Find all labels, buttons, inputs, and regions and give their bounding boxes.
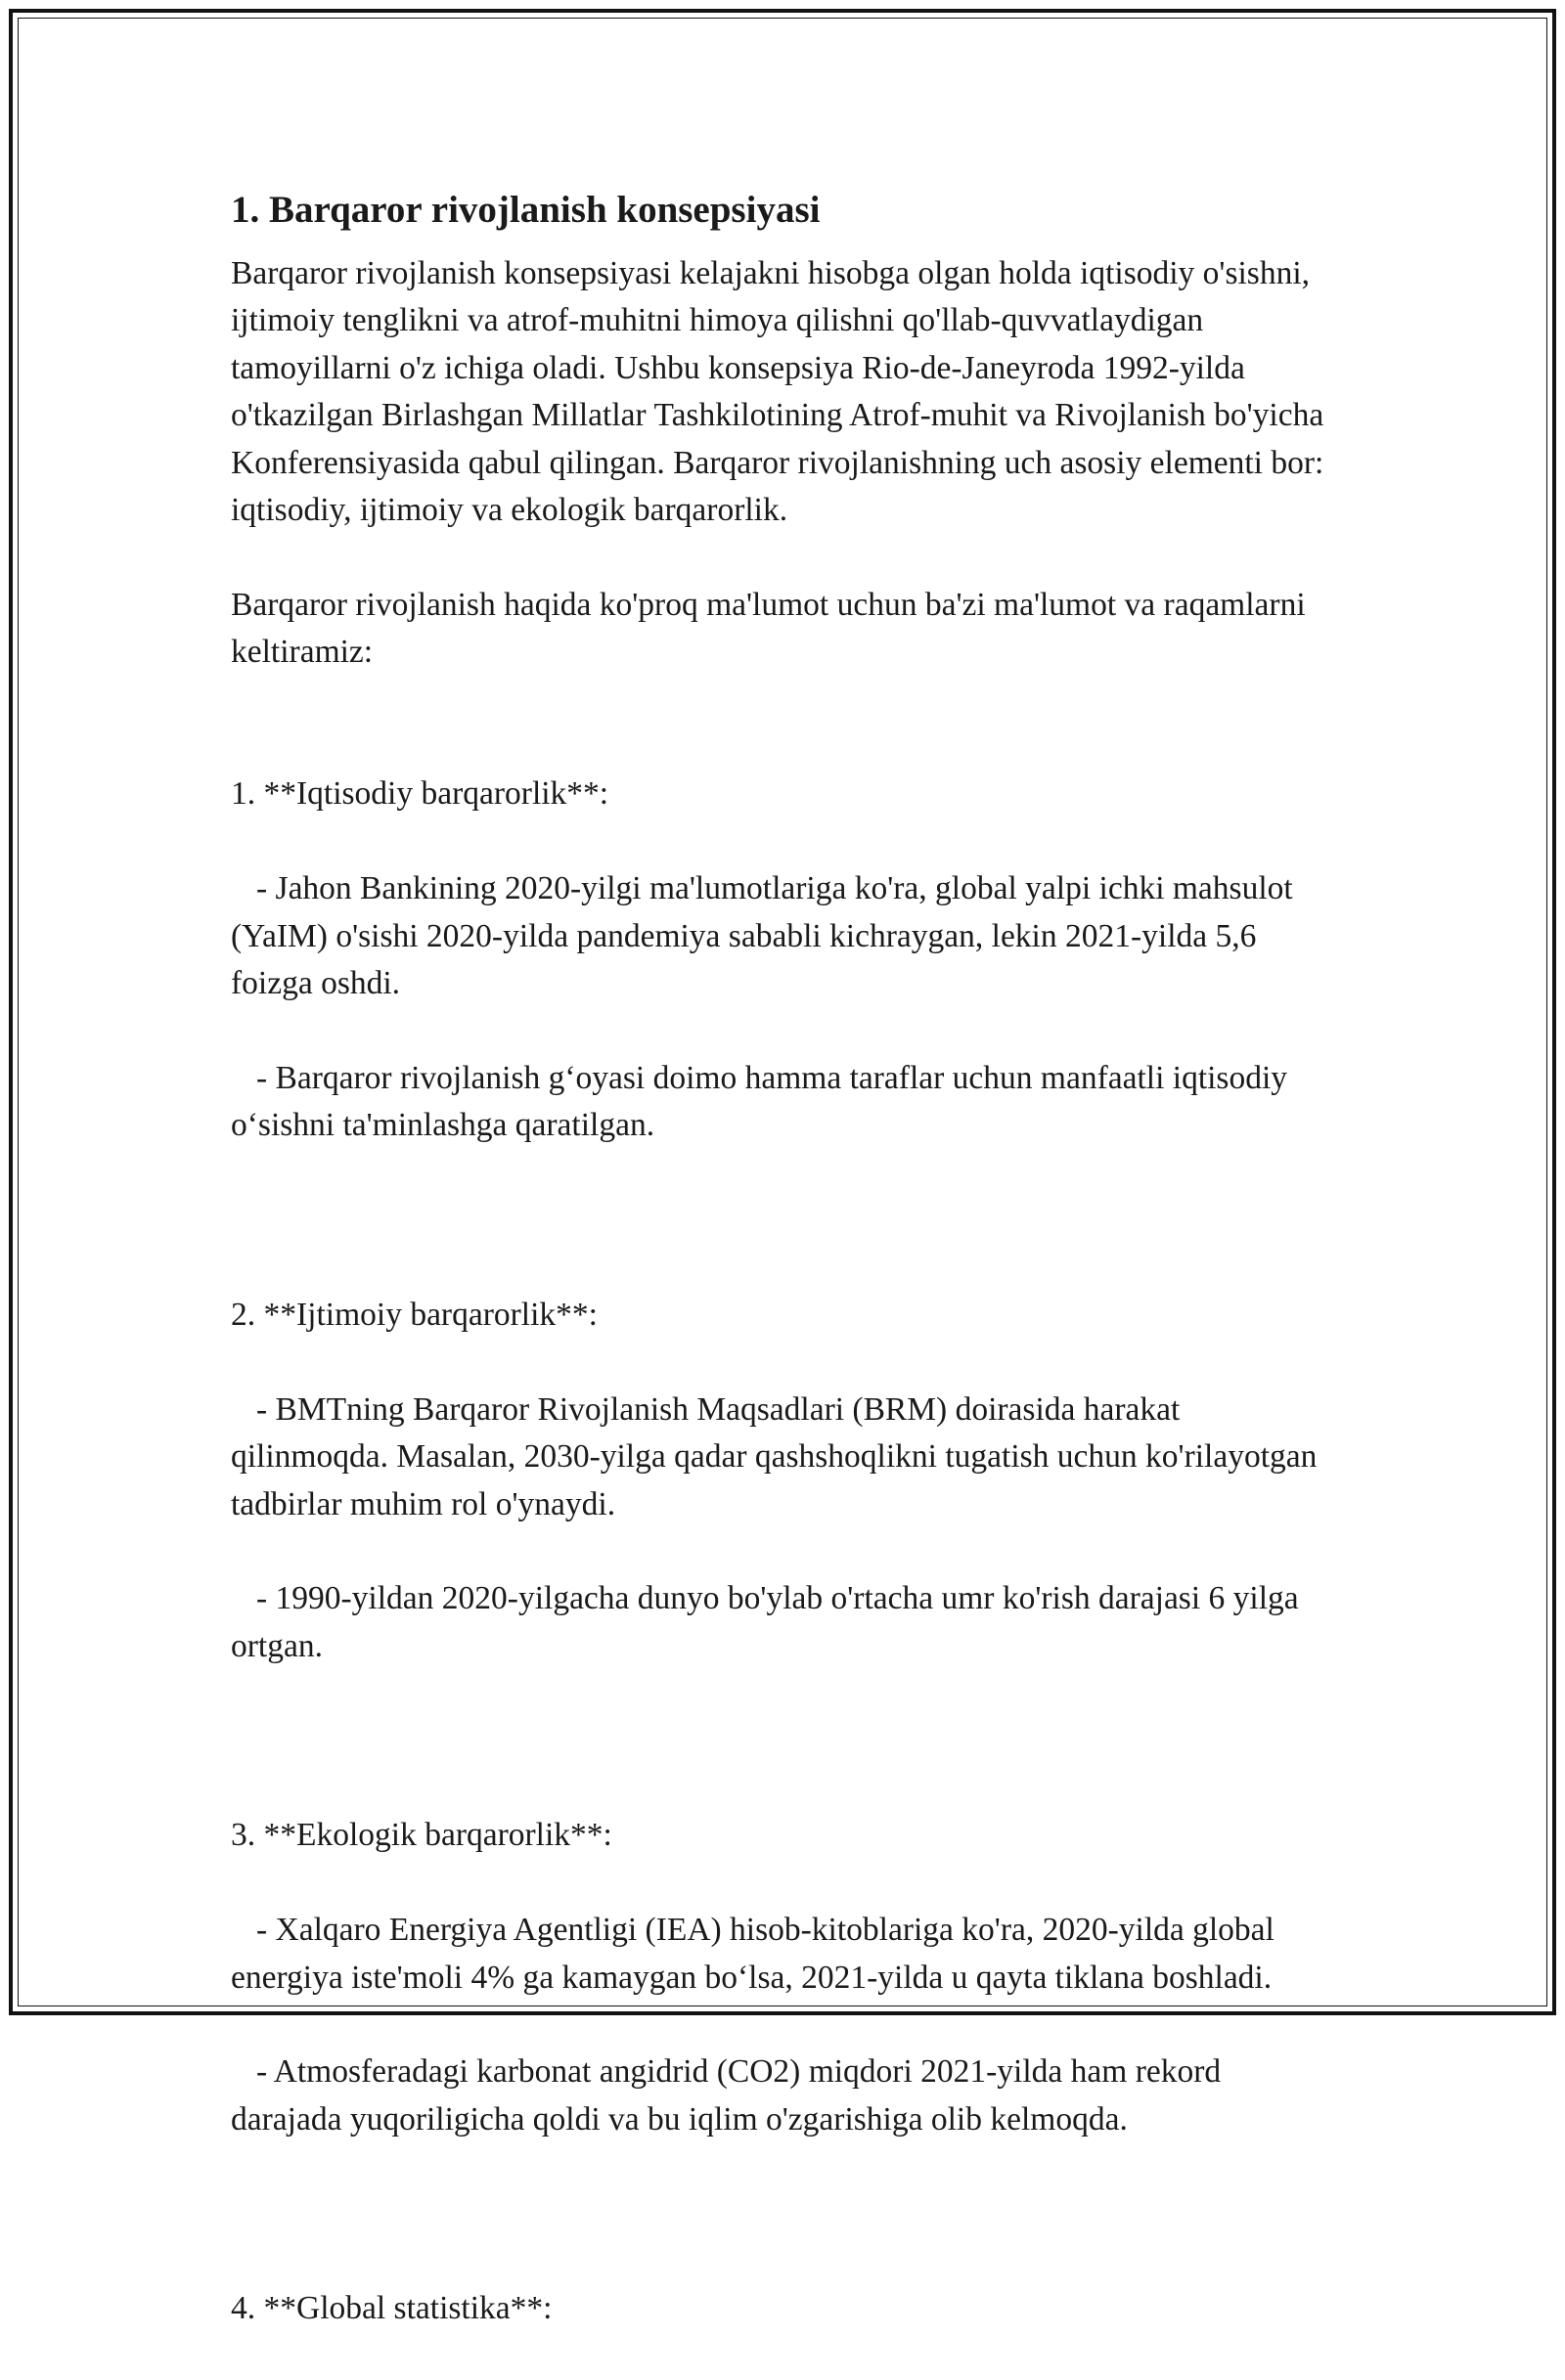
list-item: - BMTning Barqaror Rivojlanish Maqsadlari (BRM) doirasida harakat qilinmoqda. Masalan, 2030-yilga qadar qashshoqlikni tugatish uchun ko'rilayotgan tadbirlar muhim rol o'ynaydi. bbox=[231, 1390, 1318, 1522]
section-heading: 1. **Iqtisodiy barqarorlik**: bbox=[231, 775, 609, 813]
document-title: 1. Barqaror rivojlanish konsepsiyasi bbox=[231, 189, 821, 231]
section-social bbox=[231, 1244, 1336, 1717]
section-ecological bbox=[231, 1765, 1336, 2191]
list-item: - Atmosferadagi karbonat angidrid (CO2) miqdori 2021-yilda ham rekord darajada yuqoriligicha qoldi va bu iqlim o'zgarishiga olib kelmoqda. bbox=[231, 2053, 1222, 2138]
list-item: - 1990-yildan 2020-yilgacha dunyo bo'ylab o'rtacha umr ko'rish darajasi 6 yilga ortgan. bbox=[231, 1580, 1299, 1664]
section-heading: 2. **Ijtimoiy barqarorlik**: bbox=[231, 1296, 598, 1333]
section-global-stats bbox=[231, 2238, 1336, 2380]
list-item: - Jahon Bankining 2020-yilgi ma'lumotlariga ko'ra, global yalpi ichki mahsulot (YaIM) o'sishi 2020-yilda pandemiya sababli kichraygan, lekin 2021-yilda 5,6 foizga oshdi. bbox=[231, 870, 1293, 1002]
lead-paragraph: Barqaror rivojlanish haqida ko'proq ma'lumot uchun ba'zi ma'lumot va raqamlarni keltiramiz: bbox=[231, 586, 1306, 671]
intro-paragraph: Barqaror rivojlanish konsepsiyasi kelajakni hisobga olgan holda iqtisodiy o'sishni, ijtimoiy tenglikni va atrof-muhitni himoya qilishni qo'llab-quvvatlaydigan tamoyillarni o'z ichiga oladi. Ushbu konsepsiya Rio-de-Janeyroda 1992-yilda o'tkazilgan Birlashgan Millatlar Tashkilotining Atrof-muhit va Rivojlanish bo'yicha Konferensiyasida qabul qilingan. Barqaror rivojlanishning uch asosiy elementi bor: iqtisodiy, ijtimoiy va ekologik barqarorlik. bbox=[231, 255, 1324, 529]
section-heading: 3. **Ekologik barqarorlik**: bbox=[231, 1817, 612, 1854]
list-item: - Xalqaro Energiya Agentligi (IEA) hisob-kitoblariga ko'ra, 2020-yilda global energiya iste'moli 4% ga kamaygan bo‘lsa, 2021-yilda u qayta tiklana boshladi. bbox=[231, 1912, 1274, 1996]
section-heading: 4. **Global statistika**: bbox=[231, 2290, 553, 2327]
section-economic bbox=[231, 724, 1336, 1197]
document-body bbox=[231, 182, 1336, 2380]
list-item: - Barqaror rivojlanish g‘oyasi doimo hamma taraflar uchun manfaatli iqtisodiy o‘sishni ta'minlashga qaratilgan. bbox=[231, 1059, 1288, 1144]
